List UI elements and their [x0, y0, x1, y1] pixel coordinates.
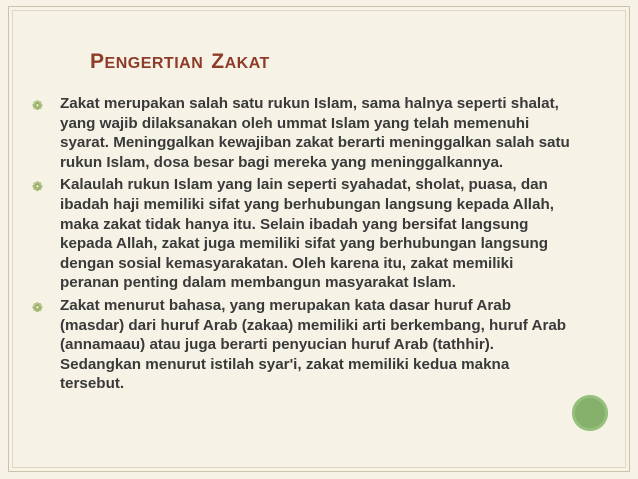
bullet-text-3: Zakat menurut bahasa, yang merupakan kata dasar huruf Arab (masdar) dari huruf Arab (zakaa) memiliki arti berkembang, huruf Arab (annamaau) atau juga berarti penyucian huruf Arab (tathhir). Sedangkan menurut istilah syar'i, zakat memiliki kedua makna tersebut.	[60, 296, 567, 393]
bullet-text-2: Kalaulah rukun Islam yang lain seperti syahadat, sholat, puasa, dan ibadah haji memiliki sifat yang berhubungan langsung kepada Allah, maka zakat tidak hanya itu. Selain ibadah yang bersifat langsung kepada Allah, zakat juga memiliki sifat yang berhubungan langsung dengan sosial kemasyarakatan. Oleh karena itu, zakat memiliki peranan penting dalam membangun masyarakat Islam.	[60, 176, 554, 292]
bullet-text-1: Zakat merupakan salah satu rukun Islam, sama halnya seperti shalat, yang wajib dilaksanakan oleh ummat Islam yang telah memenuhi syarat. Meninggalkan kewajiban zakat berarti meninggalkan salah satu rukun Islam, dosa besar bagi mereka yang meninggalkannya.	[60, 95, 570, 171]
decorative-circle-icon	[572, 395, 608, 431]
bullet-list	[32, 94, 572, 397]
flower-bullet-icon: ❁	[32, 98, 43, 113]
flower-bullet-icon: ❁	[32, 179, 43, 195]
bullet-item-2	[32, 175, 572, 293]
bullet-item-3	[32, 296, 572, 394]
title-word-1: PENGERTIAN	[90, 50, 204, 73]
title-word-2: ZAKAT	[211, 50, 270, 73]
flower-bullet-icon: ❁	[32, 299, 43, 315]
slide-title	[90, 50, 278, 74]
bullet-item-1	[32, 94, 572, 172]
